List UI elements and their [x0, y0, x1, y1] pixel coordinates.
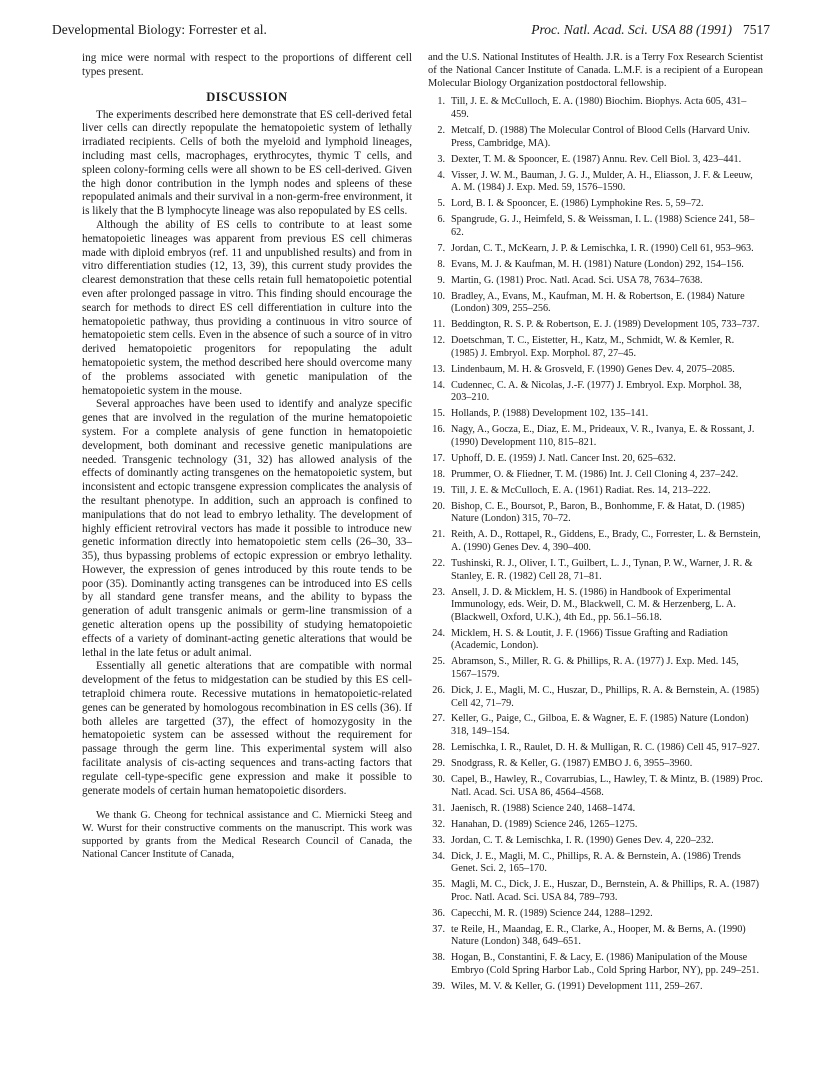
reference-number: 28. [432, 742, 445, 754]
reference-number: 5. [437, 198, 445, 210]
reference-text: Uphoff, D. E. (1959) J. Natl. Cancer Inst. 20, 625–632. [451, 452, 676, 464]
reference-number: 21. [432, 529, 445, 541]
reference-number: 4. [437, 169, 445, 181]
reference-number: 33. [432, 834, 445, 846]
reference-number: 26. [432, 684, 445, 696]
acknowledgment-continued: and the U.S. National Institutes of Health. J.R. is a Terry Fox Research Scientist of the National Cancer Institute of Canada. L.M.F. is a recipient of a European Molecular Biology Organization postdoctoral fellowship. [428, 52, 763, 89]
reference-number: 36. [432, 907, 445, 919]
reference-text: Dick, J. E., Magli, M. C., Huszar, D., Phillips, R. A. & Bernstein, A. (1985) Cell 42, 71–79. [451, 684, 760, 709]
reference-item [428, 364, 763, 377]
left-column [82, 52, 412, 862]
reference-item [428, 819, 763, 832]
reference-number: 30. [432, 774, 445, 786]
reference-number: 22. [432, 558, 445, 569]
discussion-paragraph: Essentially all genetic alterations that are compatible with normal development of the fetus to midgestation can be studied by this ES cell-tetraploid chimera route. Recessive mutations in hematopoietic-related genes can be generated by homologous recombination in ES cells (36). If both alleles are targetted (37), the effect of homozygosity in the hematopoietic system can be assessed without the requirement for passage through the germ line. This experimental system will also facilitate analysis of cis-acting sequences and trans-acting factors that regulate cell-type-specific gene expression and make it possible to generate models of certain human hematopoietic disorders. [82, 660, 412, 797]
reference-number: 14. [432, 379, 445, 391]
reference-item [428, 908, 763, 921]
reference-text: Micklem, H. S. & Loutit, J. F. (1966) Tissue Grafting and Radiation (Academic, London). [451, 627, 728, 652]
reference-text: Magli, M. C., Dick, J. E., Huszar, D., Bernstein, A. & Phillips, R. A. (1987) Proc. Natl. Acad. Sci. USA 84, 789–793. [451, 879, 760, 903]
reference-number: 32. [432, 818, 445, 830]
reference-item [428, 803, 763, 816]
reference-number: 23. [432, 586, 445, 598]
reference-text: Wiles, M. V. & Keller, G. (1991) Development 111, 259–267. [451, 980, 703, 992]
reference-number: 17. [432, 452, 445, 464]
reference-text: Dexter, T. M. & Spooncer, E. (1987) Annu. Rev. Cell Biol. 3, 423–441. [451, 153, 742, 165]
reference-text: Bradley, A., Evans, M., Kaufman, M. H. & Robertson, E. (1984) Nature (London) 309, 255–256. [451, 290, 745, 315]
reference-number: 6. [437, 214, 445, 226]
reference-item [428, 291, 763, 316]
reference-item [428, 125, 763, 150]
running-head: Developmental Biology: Forrester et al. [52, 22, 267, 37]
reference-text: Capel, B., Hawley, R., Covarrubias, L., Hawley, T. & Mintz, B. (1989) Proc. Natl. Acad. Sci. USA 86, 4564–4568. [451, 774, 763, 798]
reference-text: Dick, J. E., Magli, M. C., Phillips, R. A. & Bernstein, A. (1986) Trends Genet. Sci. 2, 165–170. [451, 850, 741, 875]
reference-item [428, 742, 763, 755]
reference-item [428, 656, 763, 681]
reference-text: Snodgrass, R. & Keller, G. (1987) EMBO J. 6, 3955–3960. [451, 758, 693, 770]
reference-text: Spangrude, G. J., Heimfeld, S. & Weissman, I. L. (1988) Science 241, 58–62. [451, 214, 755, 238]
reference-item [428, 835, 763, 848]
reference-item [428, 335, 763, 360]
reference-text: Doetschman, T. C., Eistetter, H., Katz, M., Schmidt, W. & Kemler, R. (1985) J. Embryol. Exp. Morphol. 87, 27–45. [451, 335, 735, 359]
reference-item [428, 851, 763, 876]
reference-item [428, 924, 763, 949]
reference-item [428, 628, 763, 653]
reference-item [428, 879, 763, 904]
reference-item [428, 529, 763, 554]
reference-text: Nagy, A., Gocza, E., Diaz, E. M., Prideaux, V. R., Ivanya, E. & Rossant, J. (1990) Development 110, 815–821. [451, 424, 755, 448]
page-header [52, 22, 770, 42]
reference-number: 12. [432, 335, 445, 347]
acknowledgment: We thank G. Cheong for technical assistance and C. Miernicki Steeg and W. Wurst for their constructive comments on the manuscript. This work was supported by grants from the Medical Research Council of Canada, the National Cancer Institute of Canada, [82, 810, 412, 860]
reference-text: Lord, B. I. & Spooncer, E. (1986) Lymphokine Res. 5, 59–72. [451, 198, 704, 210]
reference-item [428, 154, 763, 167]
reference-number: 25. [432, 656, 445, 668]
reference-number: 7. [437, 242, 445, 254]
reference-text: Evans, M. J. & Kaufman, M. H. (1981) Nature (London) 292, 154–156. [451, 258, 744, 270]
reference-number: 18. [432, 468, 445, 480]
reference-number: 2. [437, 124, 445, 136]
reference-text: Jaenisch, R. (1988) Science 240, 1468–1474. [451, 802, 636, 814]
reference-item [428, 952, 763, 977]
reference-item [428, 469, 763, 482]
reference-item [428, 713, 763, 738]
reference-item [428, 758, 763, 771]
reference-text: Jordan, C. T., McKearn, J. P. & Lemischka, I. R. (1990) Cell 61, 953–963. [451, 242, 754, 254]
reference-number: 20. [432, 500, 445, 512]
reference-number: 1. [437, 96, 445, 108]
reference-text: Prummer, O. & Fliedner, T. M. (1986) Int. J. Cell Cloning 4, 237–242. [451, 468, 739, 480]
reference-text: Ansell, J. D. & Micklem, H. S. (1986) in Handbook of Experimental Immunology, eds. Weir, D. M., Blackwell, C. M. & Herzenberg, L. A. (Blackwell, Oxford, U.K.), 4th Ed., pp. 56.1–56.18. [451, 586, 736, 623]
reference-text: Reith, A. D., Rottapel, R., Giddens, E., Brady, C., Forrester, L. & Bernstein, A. (1990) Genes Dev. 4, 390–400. [451, 529, 761, 554]
reference-item [428, 214, 763, 239]
reference-item [428, 558, 763, 583]
reference-number: 29. [432, 758, 445, 770]
reference-number: 8. [437, 258, 445, 270]
reference-number: 19. [432, 484, 445, 496]
reference-number: 39. [432, 980, 445, 992]
reference-item [428, 453, 763, 466]
reference-text: Lindenbaum, M. H. & Grosveld, F. (1990) Genes Dev. 4, 2075–2085. [451, 363, 735, 375]
reference-number: 31. [432, 802, 445, 814]
discussion-paragraph: Several approaches have been used to identify and analyze specific genes that are involved in the regulation of the murine hematopoietic system. For a complete analysis of gene function in hematopoietic development, both dominant and recessive genetic manipulations are needed. Transgenic technology (31, 32) has allowed analysis of the effects of dominantly acting transgenes on the hematopoietic system, but inconsistent and ectopic transgene expression complicates the analysis of the resultant phenotype. In addition, such an approach is confined to manipulations that do not lead to embryo lethality. The development of highly efficient retroviral vectors has made it possible to introduce new genetic information directly into hematopoietic stem cells (26–30, 33–35), thus bypassing problems of ectopic expression or embryo lethality. However, the expression of genes introduced by this route tends to be poor (35). Dominantly acting transgenes can be introduced into ES cells by all standard gene transfer means, and the ability to bypass the generation of adult transgenic animals or germ-line transmission of a genetic alteration opens up the possibility of studying hematopoietic effects of a variety of dominant-acting genetic alterations that would be lethal in the late fetus or adult animal. [82, 398, 412, 659]
reference-number: 16. [432, 424, 445, 436]
reference-text: Cudennec, C. A. & Nicolas, J.-F. (1977) J. Embryol. Exp. Morphol. 38, 203–210. [451, 379, 742, 404]
reference-number: 11. [432, 319, 445, 331]
reference-text: Bishop, C. E., Boursot, P., Baron, B., Bonhomme, F. & Hatat, D. (1985) Nature (London) 315, 70–72. [451, 500, 745, 525]
reference-item [428, 501, 763, 526]
reference-item [428, 424, 763, 449]
reference-text: Beddington, R. S. P. & Robertson, E. J. (1989) Development 105, 733–737. [451, 319, 760, 331]
reference-text: Lemischka, I. R., Raulet, D. H. & Mulligan, R. C. (1986) Cell 45, 917–927. [451, 742, 760, 754]
reference-number: 35. [432, 879, 445, 891]
reference-item [428, 380, 763, 405]
reference-text: Jordan, C. T. & Lemischka, I. R. (1990) Genes Dev. 4, 220–232. [451, 834, 714, 846]
section-heading: DISCUSSION [206, 89, 288, 104]
reference-item [428, 319, 763, 332]
reference-number: 27. [432, 713, 445, 725]
reference-item [428, 170, 763, 195]
reference-number: 3. [437, 153, 445, 165]
reference-item [428, 259, 763, 272]
discussion-paragraph: The experiments described here demonstrate that ES cell-derived fetal liver cells can directly repopulate the hematopoietic system of lethally irradiated recipients. Cells of both the myeloid and lymphoid lineages, including mast cells, macrophages, erythrocytes, thymic T cells, and spleen colony-forming cells were all shown to be ES cell-derived. Given the high donor contribution in the lymph nodes and spleens of these repopulated animals and their survival in a non-germ-free environment, it is likely that the B lymphocyte lineage was also repopulated by ES cells. [82, 108, 412, 218]
reference-item [428, 587, 763, 625]
reference-text: Tushinski, R. J., Oliver, I. T., Guilbert, L. J., Tynan, P. W., Warner, J. R. & Stanley, E. R. (1982) Cell 28, 71–81. [451, 558, 753, 582]
reference-number: 9. [437, 274, 445, 286]
reference-text: Hogan, B., Constantini, F. & Lacy, E. (1986) Manipulation of the Mouse Embryo (Cold Spring Harbor Lab., Cold Spring Harbor, NY), pp. 249–251. [451, 952, 760, 976]
reference-list [428, 96, 763, 993]
reference-number: 37. [432, 923, 445, 935]
reference-text: Till, J. E. & McCulloch, E. A. (1980) Biochim. Biophys. Acta 605, 431–459. [451, 96, 747, 120]
reference-number: 24. [432, 627, 445, 639]
reference-item [428, 685, 763, 710]
discussion-paragraph: Although the ability of ES cells to contribute to at least some hematopoietic lineages was apparent from previous ES cell chimeras made with diploid embryos (ref. 11 and unpublished results) and from in vitro differentiation studies (12, 13, 39), this current study provides the clearest demonstration that these cells retain full hematopoietic potential even after prolonged passage in vitro. This finding should encourage the search for methods to direct ES cell differentiation in culture into the hematopoietic pathway, thus providing a continuous in vitro source of hematopoietic stem cells. Even in the absence of such a source of in vitro derived hematopoietic progenitors for repopulating the adult hematopoietic system, the method described here should overcome many of the problems associated with genetic manipulation of the hematopoietic system in the mouse. [82, 218, 412, 397]
reference-text: Martin, G. (1981) Proc. Natl. Acad. Sci. USA 78, 7634–7638. [451, 274, 703, 286]
reference-text: Capecchi, M. R. (1989) Science 244, 1288–1292. [451, 907, 653, 919]
reference-text: Abramson, S., Miller, R. G. & Phillips, R. A. (1977) J. Exp. Med. 145, 1567–1579. [451, 656, 739, 680]
reference-item [428, 275, 763, 288]
reference-text: te Reile, H., Maandag, E. R., Clarke, A., Hooper, M. & Berns, A. (1990) Nature (London) 348, 649–651. [451, 923, 746, 948]
journal-citation: Proc. Natl. Acad. Sci. USA 88 (1991) [531, 22, 732, 37]
reference-text: Metcalf, D. (1988) The Molecular Control of Blood Cells (Harvard Univ. Press, Cambridge, MA). [451, 124, 750, 149]
reference-item [428, 981, 763, 994]
reference-text: Visser, J. W. M., Bauman, J. G. J., Mulder, A. H., Eliasson, J. F. & Leeuw, A. M. (1984) J. Exp. Med. 59, 1576–1590. [451, 169, 753, 194]
reference-text: Till, J. E. & McCulloch, E. A. (1961) Radiat. Res. 14, 213–222. [451, 484, 711, 496]
right-column [428, 52, 763, 997]
reference-text: Hanahan, D. (1989) Science 246, 1265–1275. [451, 818, 638, 830]
reference-item [428, 774, 763, 799]
reference-text: Keller, G., Paige, C., Gilboa, E. & Wagner, E. F. (1985) Nature (London) 318, 149–154. [451, 713, 749, 738]
reference-number: 13. [432, 363, 445, 375]
reference-number: 38. [432, 952, 445, 964]
reference-item [428, 243, 763, 256]
intro-paragraph: ing mice were normal with respect to the proportions of different cell types present. [82, 52, 412, 78]
reference-item [428, 198, 763, 211]
reference-item [428, 408, 763, 421]
page-number: 7517 [743, 22, 770, 37]
reference-number: 15. [432, 408, 445, 420]
reference-item [428, 485, 763, 498]
reference-item [428, 96, 763, 121]
reference-number: 10. [432, 290, 445, 302]
reference-number: 34. [432, 850, 445, 862]
reference-text: Hollands, P. (1988) Development 102, 135–141. [451, 408, 649, 420]
